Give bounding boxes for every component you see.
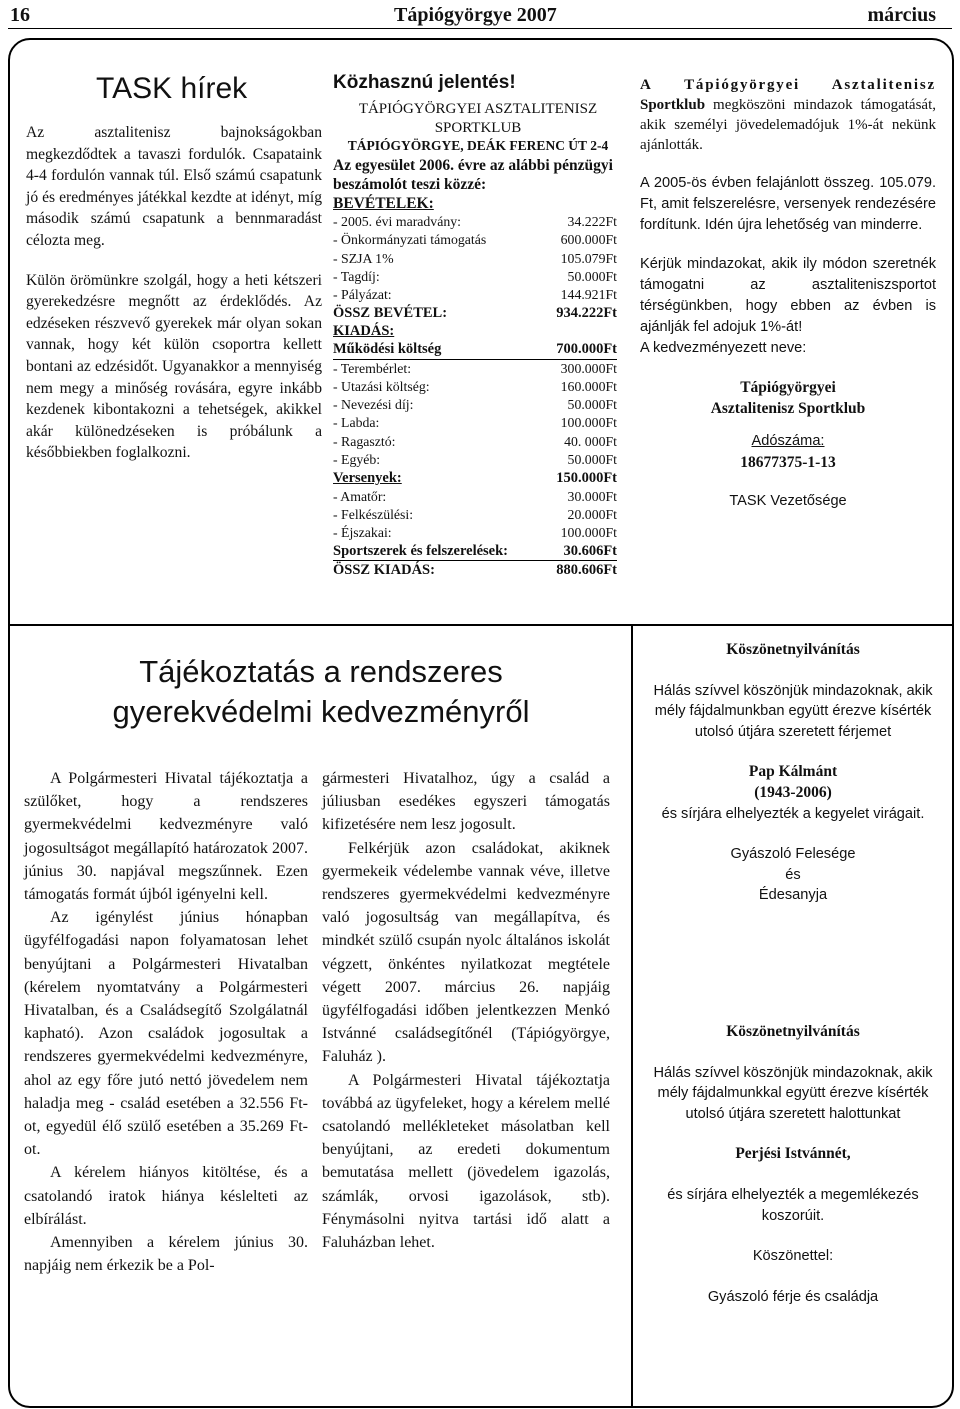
- condolence-1-text-2: és sírjára elhelyezték a kegyelet virágait.: [661, 805, 925, 822]
- finance-row: [333, 561, 617, 579]
- finance-row: [333, 304, 617, 322]
- finance-row-value: 30.606Ft: [544, 542, 617, 560]
- condolence-1-signature-3: Édesanyja: [758, 887, 828, 904]
- article-col1-p3: A kérelem hiányos kitöltése, és a csatolandó iratok hiánya késlelteti az elbírálást.: [24, 1164, 308, 1228]
- finance-row-label: - Ragasztó:: [333, 433, 396, 449]
- condolence-1-text: Hálás szívvel köszönjük mindazoknak, akik mély fájdalmunkban együtt érezve kísérték utolsó útjára szeretett férjemet: [653, 682, 933, 740]
- article-column-2: [322, 767, 610, 1254]
- article-col1-p2: Az igénylést június hónapban ügyfélfogadási napon folyamatosan lehet benyújtani a Polgármesteri Hivatalban (kérelem nyomtatvány a Polgármesteri Hivatalban, és a Családsegítő Szolgálatnál kapható). Azon családok jogosultak a rendszeres gyermekvédelmi kedvezményre, ahol az egy főre jutó nettó jövedelem nem haladja meg - család esetében a 32.556 Ft-ot, egyedül élő szülő esetében a 35.269 Ft-ot.: [24, 909, 308, 1159]
- finance-row-label: - Tagdíj:: [333, 269, 380, 285]
- finance-row-label: Sportszerek és felszerelések:: [333, 542, 544, 560]
- org-address: TÁPIÓGYÖRGYE, DEÁK FERENC ÚT 2-4: [347, 138, 609, 153]
- finance-row-value: 100.000Ft: [560, 525, 617, 541]
- condolence-1-signature-2: és: [785, 866, 801, 883]
- finance-row: [333, 213, 617, 231]
- page-header: [0, 0, 960, 30]
- condolence-1-signature-1: Gyászoló Felesége: [730, 846, 856, 863]
- article-col1-p1: A Polgármesteri Hivatal tájékoztatja a szülőket, hogy a rendszeres gyermekvédelmi kedvezményre való jogosultságot megállapító határozatok 2007. június 30. napjával megszűnnek. Ezen támogatás formát újból igényelni kell.: [24, 770, 308, 904]
- task-news-article: [26, 72, 322, 464]
- condolence-1-name: Pap Kálmánt: [748, 763, 838, 781]
- finance-row-value: 100.000Ft: [560, 415, 617, 431]
- finance-row-label: Működési költség: [333, 341, 544, 359]
- finance-row-value: 700.000Ft: [544, 341, 617, 359]
- article-col2-p1: gármesteri Hivatalhoz, úgy a család a júliusban esedékes egyszeri támogatás kifizetésére nem lesz jogosult.: [322, 770, 610, 834]
- child-protection-article: [26, 652, 616, 732]
- finance-row-value: [544, 323, 617, 341]
- finance-row-value: 34.222Ft: [567, 214, 617, 230]
- condolence-2-name: Perjési Istvánnét,: [735, 1145, 851, 1163]
- tax-offer-paragraph-2: A 2005-ös évben felajánlott összeg. 105.079. Ft, amit felszerelésre, versenyek rendezésére fordítunk. Idén újra lehetőség van minderre.: [640, 175, 936, 233]
- condolence-1-heading: Köszönetnyilvánítás: [726, 641, 860, 658]
- club-name-line-1: Tápiógyörgyei: [740, 379, 836, 396]
- finance-row-label: KIADÁS:: [333, 323, 395, 340]
- condolence-2-text-2: és sírjára elhelyezték a megemlékezés koszorúit.: [667, 1186, 919, 1224]
- finance-row-value: 880.606Ft: [556, 561, 617, 578]
- finance-row-value: 300.000Ft: [560, 360, 617, 376]
- finance-row-value: 20.000Ft: [567, 506, 617, 522]
- finance-row: [333, 323, 617, 341]
- finance-table: [333, 213, 617, 579]
- org-name-line-1: TÁPIÓGYÖRGYEI ASZTALITENISZ: [358, 101, 598, 117]
- condolence-notice-1: [648, 640, 938, 906]
- tax-offer-intro: A Tápiógyörgyei Asztalitenisz Sportklub megköszöni mindazok támogatását, akik személyi jövedelemadójuk 1%-át nekünk ajánlották.: [640, 77, 937, 153]
- condolence-2-heading: Köszönetnyilvánítás: [726, 1023, 860, 1040]
- finance-row-label: - Nevezési díj:: [333, 397, 414, 413]
- report-intro: Az egyesület 2006. évre az alábbi pénzügyi beszámolót teszi közzé:: [333, 157, 613, 193]
- finance-row: [333, 506, 617, 524]
- finance-row-label: - Éjszakai:: [333, 525, 392, 541]
- finance-row-label: - Terembérlet:: [333, 360, 412, 376]
- page-number: 16: [10, 4, 30, 26]
- article-column-1: [24, 767, 308, 1277]
- task-news-paragraph-2: Külön örömünkre szolgál, hogy a heti kétszeri gyerekedzésre megnőtt az érdeklődés. Az edzéseken részvevő gyerekek már olyan sokan vannak, hogy két külön csoportra kellett bontani az edzésidőt. Ugyanakkor a mennyiség nem megy a minőség rovására, egyre inkább kezdenek kibontakozni a tehetségek, akikkel akár különedzéseken is próbálunk a későbbiekben foglalkozni.: [26, 271, 322, 462]
- finance-row: [333, 378, 617, 396]
- finance-row: [333, 451, 617, 469]
- finance-row-label: Versenyek:: [333, 469, 402, 486]
- article-title-line-2: gyerekvédelmi kedvezményről: [112, 694, 530, 729]
- finance-row-label: - Labda:: [333, 415, 380, 431]
- header-rule: [8, 28, 952, 29]
- finance-row-label: - SZJA 1%: [333, 250, 394, 266]
- org-name-line-2: SPORTKLUB: [434, 120, 522, 136]
- finance-row: [333, 396, 617, 414]
- beneficiary-label: A kedvezményezett neve:: [640, 340, 807, 356]
- finance-row-value: 50.000Ft: [567, 397, 617, 413]
- finance-row: [333, 414, 617, 432]
- finance-row: [333, 268, 617, 286]
- issue-month: március: [867, 4, 936, 26]
- article-col1-p4: Amennyiben a kérelem június 30. napjáig nem érkezik be a Pol-: [24, 1234, 308, 1275]
- tax-number-label: Adószáma:: [751, 433, 825, 449]
- finance-row-value: 600.000Ft: [560, 232, 617, 248]
- finance-row-value: 150.000Ft: [556, 469, 617, 486]
- finance-row-label: - Felkészülési:: [333, 506, 414, 522]
- finance-row-label: - Pályázat:: [333, 287, 392, 303]
- finance-row-value: 40. 000Ft: [564, 433, 617, 449]
- finance-row-value: 105.079Ft: [560, 250, 617, 266]
- finance-row: [333, 487, 617, 505]
- vertical-divider: [631, 626, 633, 1406]
- finance-row: [333, 231, 617, 249]
- publication-title: Tápiógyörgye 2007: [394, 4, 557, 26]
- finance-row-label: - Önkormányzati támogatás: [333, 232, 487, 248]
- finance-row: [333, 341, 617, 359]
- finance-row: [333, 359, 617, 377]
- tax-number: 18677375-1-13: [740, 454, 836, 471]
- finance-row-label: - Amatőr:: [333, 488, 387, 504]
- finance-row-label: - Utazási költség:: [333, 378, 430, 394]
- article-title-line-1: Tájékoztatás a rendszeres: [139, 654, 503, 689]
- finance-row: [333, 286, 617, 304]
- finance-row: [333, 524, 617, 542]
- signature: TASK Vezetősége: [729, 493, 847, 509]
- finance-row: [333, 542, 617, 560]
- club-name-line-2: Asztalitenisz Sportklub: [710, 400, 866, 417]
- task-news-title: TASK hírek: [96, 72, 248, 105]
- finance-row: [333, 250, 617, 268]
- finance-row-value: 160.000Ft: [560, 378, 617, 394]
- condolence-2-text: Hálás szívvel köszönjük mindazoknak, akik mély fájdalmunkkal együtt érezve kísérték utolsó útjára szeretett halottunkat: [653, 1064, 933, 1122]
- article-col2-p3: A Polgármesteri Hivatal tájékoztatja továbbá az ügyfeleket, hogy a kérelem mellé csatolandó mellékleteket másolatban kell benyújtani, az eredeti dokumentum bemutatása mellett (jövedelem igazolás, számlák, orvosi igazolások, stb). Fénymásolni nyitva tartási idő alatt a Faluházban lehet.: [322, 1071, 610, 1252]
- finance-row-label: - Egyéb:: [333, 452, 381, 467]
- horizontal-divider: [10, 624, 952, 626]
- finance-row-label: - 2005. évi maradvány:: [333, 214, 461, 230]
- finance-row-value: 934.222Ft: [556, 305, 617, 322]
- tax-offer-notice: [640, 75, 936, 512]
- finance-row-value: 50.000Ft: [567, 269, 617, 285]
- finance-row-label: ÖSSZ KIADÁS:: [333, 561, 435, 578]
- finance-row-value: 50.000Ft: [567, 452, 617, 467]
- condolence-notice-2: [648, 1022, 938, 1307]
- condolence-2-thanks: Köszönettel:: [752, 1248, 834, 1265]
- finance-row-value: 30.000Ft: [567, 488, 617, 504]
- income-heading: BEVÉTELEK:: [333, 195, 434, 212]
- tax-offer-paragraph-3: Kérjük mindazokat, akik ily módon szeretnék támogatni az asztaliteniszsportot térségünkben, hogy ebben az évben is ajánlják fel adojuk 1%-át!: [640, 256, 936, 335]
- financial-report: [333, 72, 623, 579]
- finance-row-label: ÖSSZ BEVÉTEL:: [333, 305, 448, 322]
- finance-row: [333, 433, 617, 451]
- article-col2-p2: Felkérjük azon családokat, akiknek gyermekeik védelembe vannak véve, illetve rendszeres gyermekvédelmi kedvezményre való jogosultság van megállapítva, és mindkét szülő csupán nyolc általános iskolát végzett, önkéntes nyilatkozat megtétele végett 2007. március 26. napjáig ügyfélfogadási időben jelentkezzen Menkó Istvánné családsegítőnél (Tápiógyörgye, Faluház ).: [322, 839, 610, 1066]
- finance-row: [333, 469, 617, 487]
- condolence-2-signature: Gyászoló férje és családja: [707, 1288, 879, 1305]
- task-news-paragraph-1: Az asztalitenisz bajnokságokban megkezdődtek a tavaszi fordulók. Csapataink 4-4 fordulón vannak túl. Első számú csapatunk jó és eredményes játékkal kezdte at idényt, míg második számú csapatunk a bennmaradást célozta meg.: [26, 124, 322, 249]
- condolence-1-years: (1943-2006): [754, 783, 832, 801]
- finance-row-value: 144.921Ft: [560, 287, 617, 303]
- report-title: Közhasznú jelentés!: [333, 72, 516, 93]
